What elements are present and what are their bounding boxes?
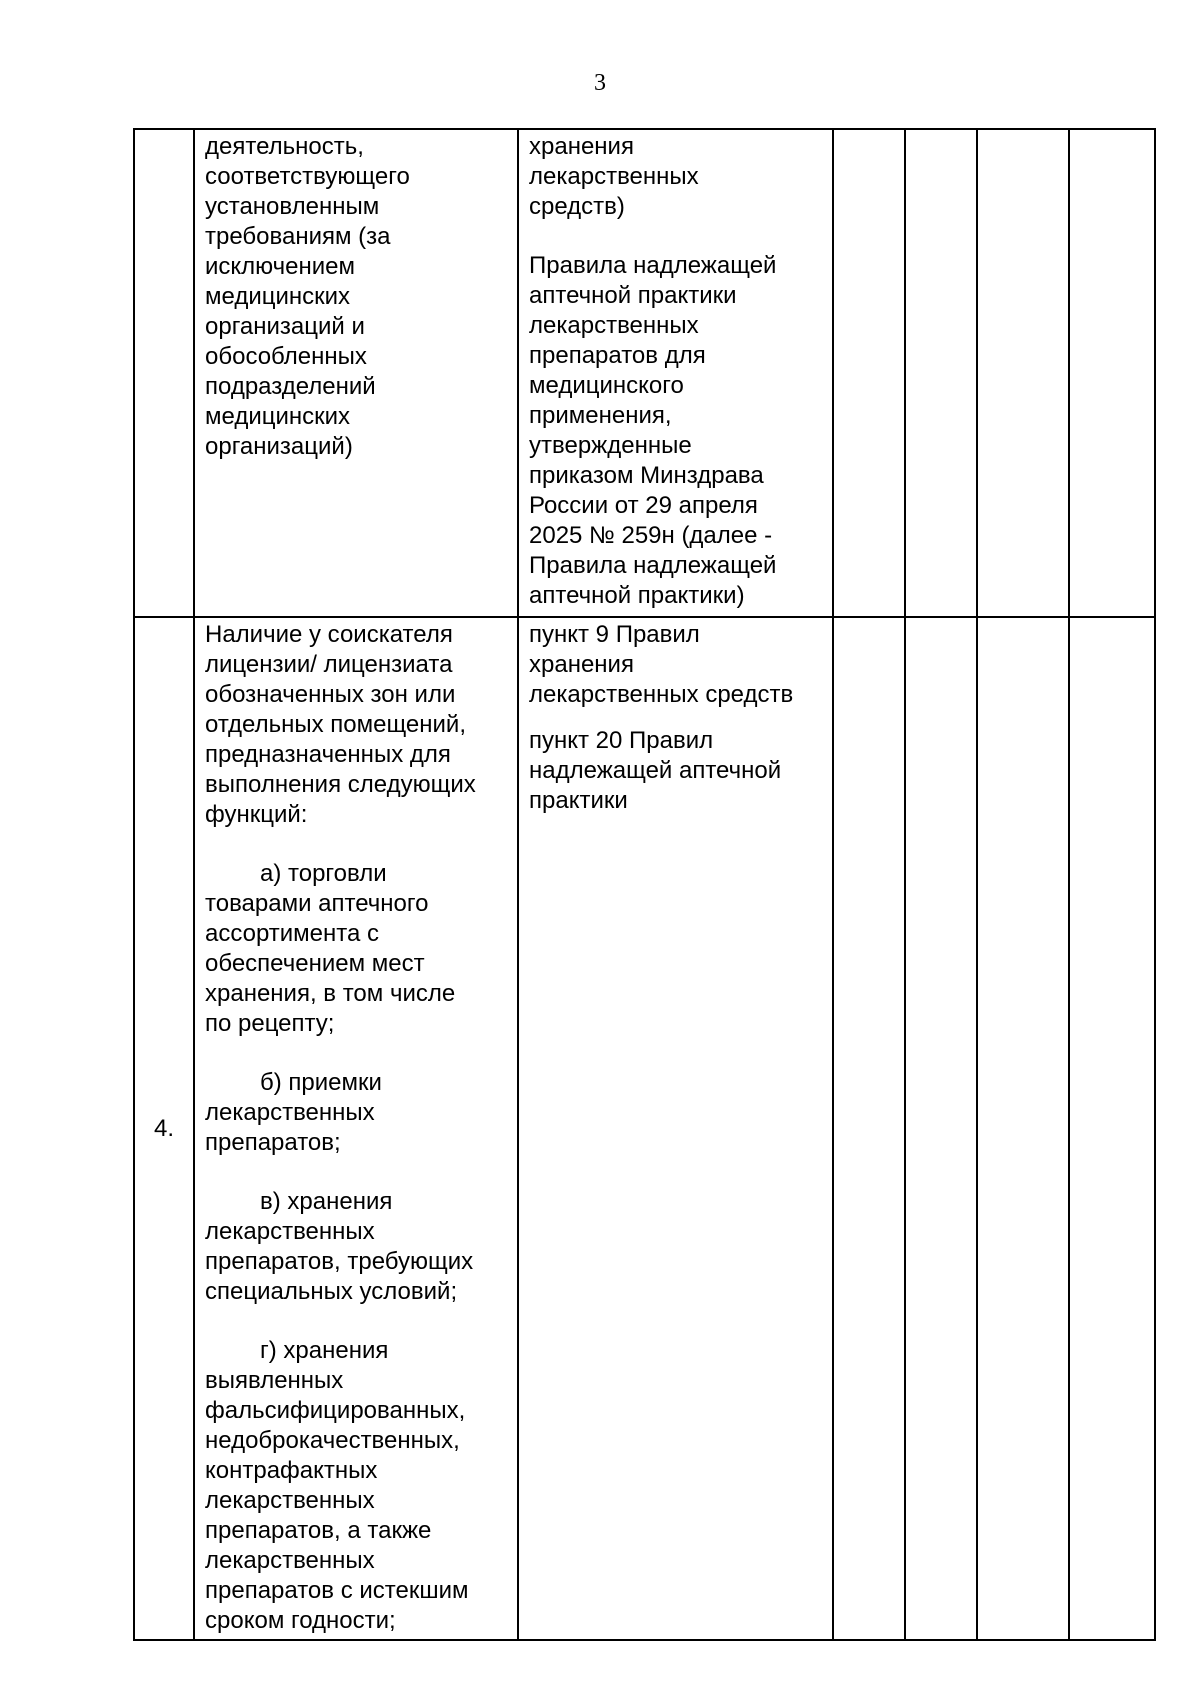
reference-text: хранения лекарственных средств) bbox=[529, 133, 699, 220]
table-row bbox=[134, 617, 1155, 1640]
page-number: 3 bbox=[594, 70, 606, 96]
reference-text: пункт 20 Правил надлежащей аптечной практики bbox=[529, 727, 782, 814]
sub-item: б) приемки лекарственных препаратов; bbox=[205, 1069, 382, 1156]
sub-item: г) хранения выявленных фальсифицированных, недоброкачественных, контрафактных лекарственных препаратов, а также лекарственных препаратов с истекшим сроком годности; bbox=[205, 1337, 469, 1634]
requirement-cell bbox=[194, 617, 518, 1640]
requirement-cell bbox=[194, 129, 518, 617]
sub-item: а) торговли товарами аптечного ассортимента с обеспечением мест хранения, в том числе по рецепту; bbox=[205, 860, 456, 1037]
empty-cell bbox=[1069, 617, 1155, 1640]
reference-cell bbox=[518, 129, 833, 617]
requirements-table bbox=[133, 128, 1156, 1641]
reference-cell bbox=[518, 617, 833, 1640]
empty-cell bbox=[833, 129, 905, 617]
empty-cell bbox=[905, 617, 977, 1640]
empty-cell bbox=[833, 617, 905, 1640]
reference-text: Правила надлежащей аптечной практики лекарственных препаратов для медицинского применения, утвержденные приказом Минздрава России от 29 апреля 2025 № 259н (далее - Правила надлежащей аптечной практики) bbox=[529, 252, 777, 609]
reference-text: пункт 9 Правил хранения лекарственных средств bbox=[529, 621, 794, 708]
empty-cell bbox=[977, 129, 1069, 617]
requirement-text: Наличие у соискателя лицензии/ лицензиата обозначенных зон или отдельных помещений, предназначенных для выполнения следующих функций: bbox=[205, 621, 476, 828]
empty-cell bbox=[977, 617, 1069, 1640]
empty-cell bbox=[905, 129, 977, 617]
row-number-cell: 4. bbox=[134, 617, 194, 1640]
row-number-cell bbox=[134, 129, 194, 617]
empty-cell bbox=[1069, 129, 1155, 617]
requirement-text: деятельность, соответствующего установленным требованиям (за исключением медицинских организаций и обособленных подразделений медицинских организаций) bbox=[205, 133, 410, 460]
table-row bbox=[134, 129, 1155, 617]
sub-item: в) хранения лекарственных препаратов, требующих специальных условий; bbox=[205, 1188, 474, 1305]
